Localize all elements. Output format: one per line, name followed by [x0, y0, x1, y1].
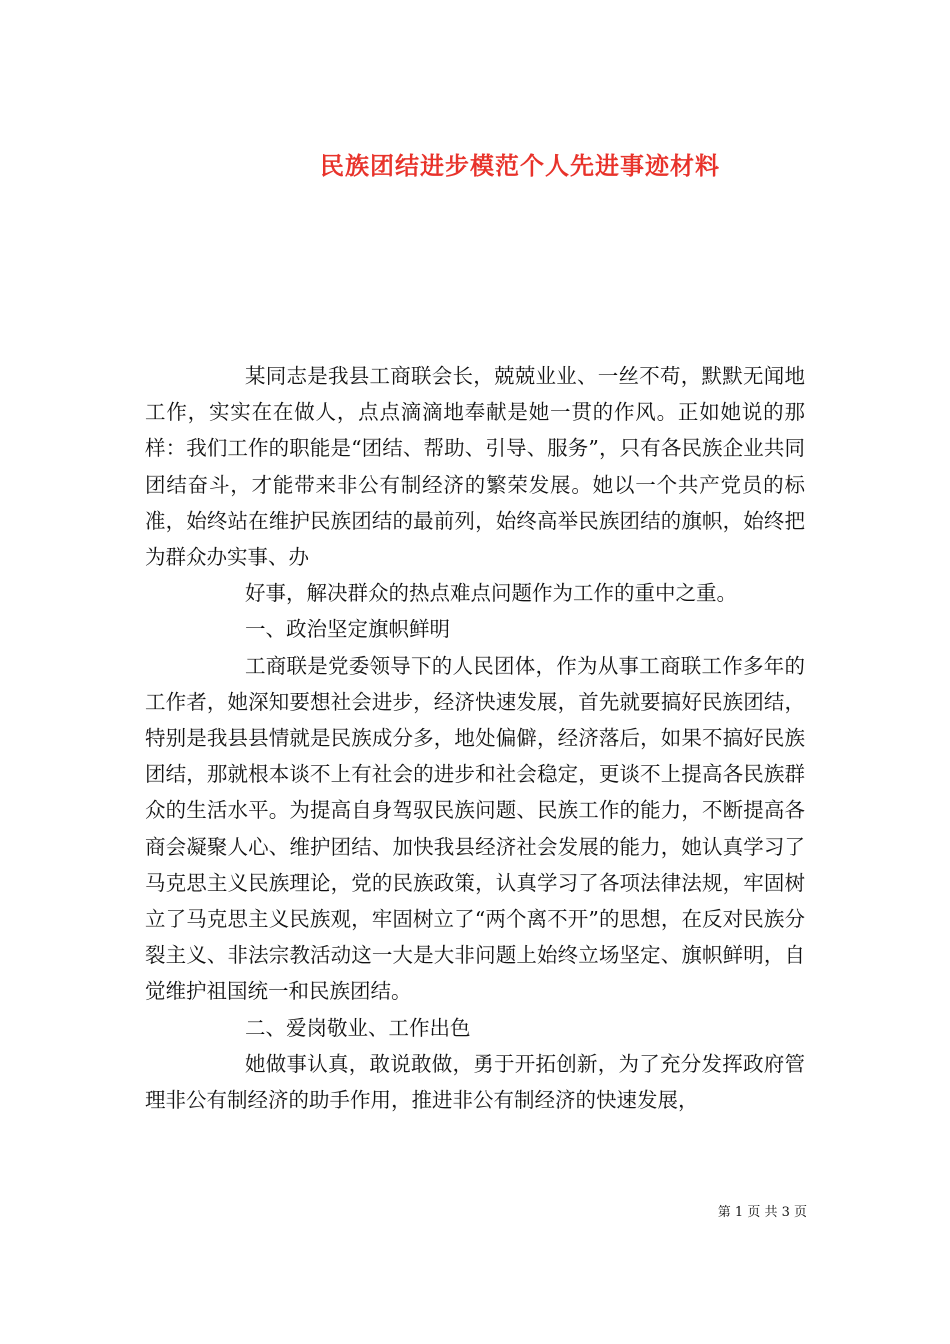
page-number-footer: 第 1 页 共 3 页 — [717, 1205, 807, 1220]
section-heading-2: 二、爱岗敬业、工作出色 — [245, 1015, 471, 1040]
document-body — [145, 358, 805, 1118]
section-heading-1: 一、政治坚定旗帜鲜明 — [245, 617, 450, 642]
paragraph-section-2: 她做事认真，敢说敢做，勇于开拓创新，为了充分发挥政府管理非公有制经济的助手作用，推进非公有制经济的快速发展， — [145, 1051, 805, 1113]
document-title: 民族团结进步模范个人先进事迹材料 — [320, 151, 720, 181]
paragraph-intro-continued: 好事，解决群众的热点难点问题作为工作的重中之重。 — [245, 581, 737, 606]
paragraph-intro: 某同志是我县工商联会长，兢兢业业、一丝不苟，默默无闻地工作，实实在在做人，点点滴滴地奉献是她一贯的作风。正如她说的那样：我们工作的职能是“团结、帮助、引导、服务”，只有各民族企业共同团结奋斗，才能带来非公有制经济的繁荣发展。她以一个共产党员的标准，始终站在维护民族团结的最前列，始终高举民族团结的旗帜，始终把为群众办实事、办 — [145, 364, 805, 570]
paragraph-section-1: 工商联是党委领导下的人民团体，作为从事工商联工作多年的工作者，她深知要想社会进步，经济快速发展，首先就要搞好民族团结，特别是我县县情就是民族成分多，地处偏僻，经济落后，如果不搞好民族团结，那就根本谈不上有社会的进步和社会稳定，更谈不上提高各民族群众的生活水平。为提高自身驾驭民族问题、民族工作的能力，不断提高各商会凝聚人心、维护团结、加快我县经济社会发展的能力，她认真学习了马克思主义民族理论，党的民族政策，认真学习了各项法律法规，牢固树立了马克思主义民族观，牢固树立了“两个离不开”的思想，在反对民族分裂主义、非法宗教活动这一大是大非问题上始终立场坚定、旗帜鲜明，自觉维护祖国统一和民族团结。 — [145, 653, 805, 1004]
